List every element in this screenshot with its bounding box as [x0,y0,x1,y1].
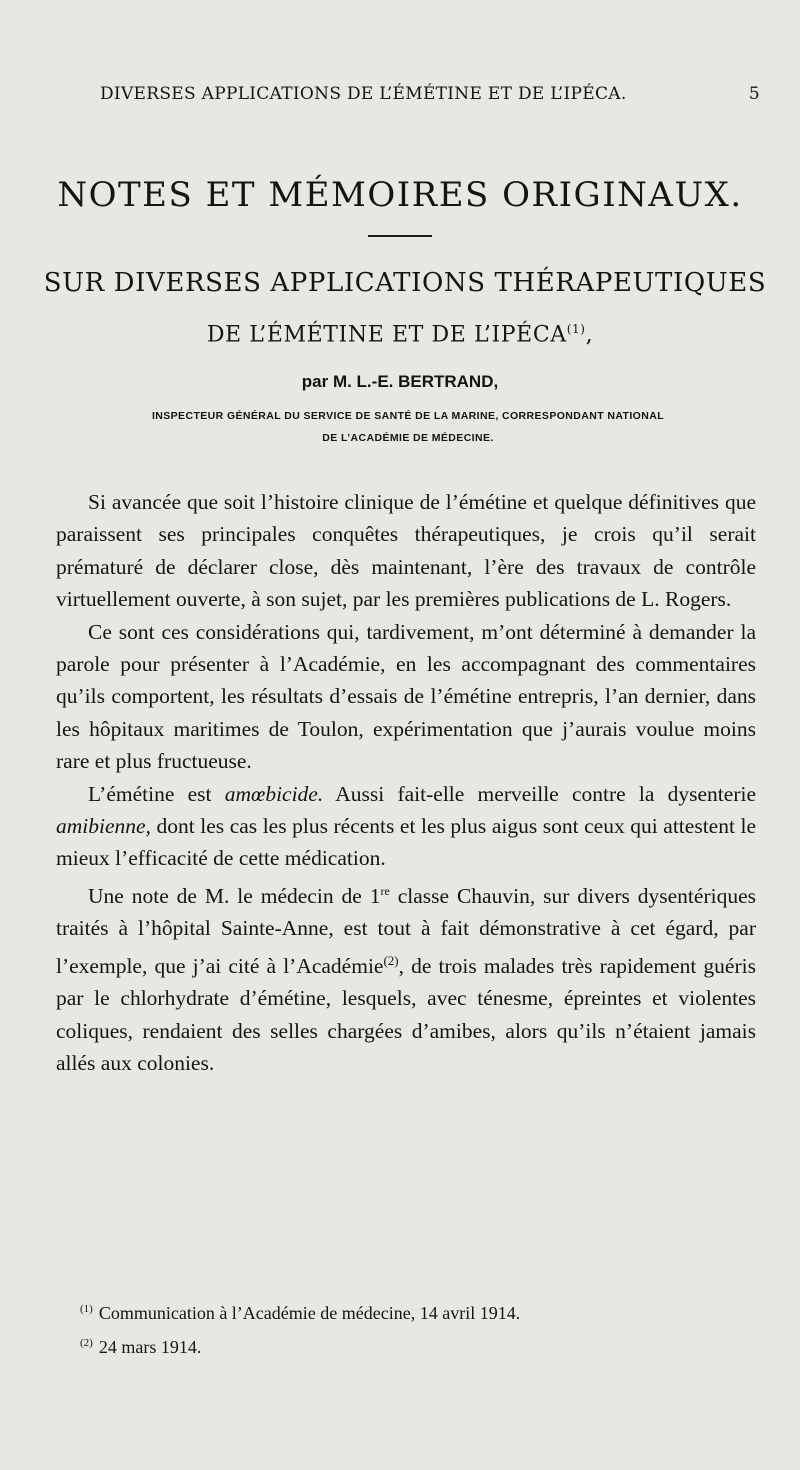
section-title: NOTES ET MÉMOIRES ORIGINAUX. [57,175,743,215]
article-title-text: DE L’ÉMÉTINE ET DE L’IPÉCA [206,322,567,348]
paragraph-4-part-b: classe Chauvin, sur divers dysentériques traités à l’hôpital Sainte-Anne, est tout à fait démonstrative à cet égard, par l’exemple, que j’ai cité à l’Académie [56,884,756,978]
footnote-2 [80,1328,760,1362]
paragraph-3-part-a: L’émétine est [88,781,225,806]
title-divider [368,235,432,237]
italic-amoebicide: amœbicide. [224,781,324,806]
affiliation-line-1: INSPECTEUR GÉNÉRAL DU SERVICE DE SANTÉ DE LA MARINE, CORRESPONDANT NATIONAL [151,410,665,422]
italic-amibienne: amibienne, [56,814,151,839]
page-number: 5 [748,84,760,104]
footnote-1 [80,1294,760,1328]
footnote-1-mark: (1) [80,1303,93,1315]
paragraph-4-part-c: , de trois malades très rapidement guéris par le chlorhydrate d’émétine, lesquels, avec ténesme, épreintes et violentes coliques, rendaient des selles chargées d’amibes, alors qu’ils n’étaient jamais allés aux colonies. [56,954,756,1076]
footnote-2-text: 24 mars 1914. [98,1337,202,1357]
running-header [100,84,760,104]
running-title: DIVERSES APPLICATIONS DE L’ÉMÉTINE ET DE L’IPÉCA. [100,84,627,104]
author-line: par M. L.-E. BERTRAND, [301,372,499,391]
paragraph-1: Si avancée que soit l’histoire clinique de l’émétine et quelque définitives que paraissent ses principales conquêtes thérapeutiques, je crois qu’il serait prématuré de déclarer close, dès maintenant, l’ère des travaux de contrôle virtuellement ouverte, à son sujet, par les premières publications de L. Rogers. [56,490,756,612]
paragraph-4 [56,875,756,1080]
article-body [56,486,756,1080]
article-title-line-2 [0,322,800,347]
article-title-line-1: SUR DIVERSES APPLICATIONS THÉRAPEUTIQUES [43,268,767,298]
affiliation-line-2: DE L’ACADÉMIE DE MÉDECINE. [322,432,494,444]
footnote-ref-2: (2) [383,952,399,968]
article-title-suffix: , [585,322,594,348]
title-footnote-ref: (1) [566,322,586,336]
paragraph-3-part-e: dont les cas les plus récents et les plus aigus sont ceux qui attestent le mieux l’efficacité de cette médication. [56,814,756,871]
paragraph-4-part-a: Une note de M. le médecin de 1 [88,884,381,909]
footnote-2-mark: (2) [80,1337,93,1349]
footnote-1-text: Communication à l’Académie de médecine, 14 avril 1914. [98,1303,521,1323]
paragraph-3-part-c: Aussi fait-elle merveille contre la dysenterie [323,781,756,806]
footnotes [80,1294,760,1362]
paragraph-3 [56,778,756,875]
ordinal-superscript: re [380,883,390,898]
paragraph-2: Ce sont ces considérations qui, tardivement, m’ont déterminé à demander la parole pour présenter à l’Académie, en les accompagnant des commentaires qu’ils comportent, les résultats d’essais de l’émétine entrepris, l’an dernier, dans les hôpitaux maritimes de Toulon, expérimentation que j’aurais voulue moins rare et plus fructueuse. [56,619,756,774]
